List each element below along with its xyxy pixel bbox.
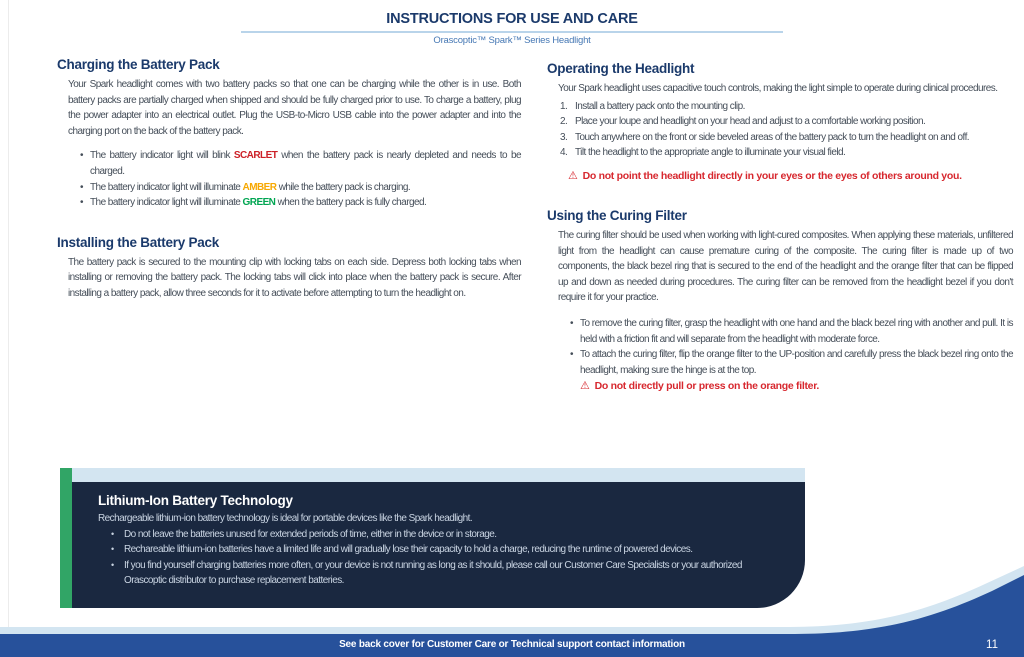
bullet-text: when the battery pack is fully charged.	[275, 197, 427, 209]
right-column	[547, 61, 1013, 394]
bullet-text: when the battery pack is nearly depleted and needs to be charged.	[90, 150, 522, 177]
battery-bullet-storage: • Do not leave the batteries unused for extended periods of time, either in the device or in storage.	[124, 527, 775, 543]
battery-bullet-replacement: • If you find yourself charging batteries more often, or your device is not running as long as it should, please call our Customer Care Specialists or your authorized Orascoptic distributor to purchase replacement batteries.	[124, 558, 775, 589]
bullet-text: The battery indicator light will illuminate	[90, 197, 243, 209]
light-blue-strip	[72, 468, 805, 482]
battery-bullet-lifespan: • Rechareable lithium-ion batteries have a limited life and will gradually lose their capacity to hold a charge, reducing the runtime of powered devices.	[124, 542, 775, 558]
curing-bullet-list	[547, 316, 1013, 378]
step-text: Place your loupe and headlight on your head and adjust to a comfortable working position.	[575, 116, 926, 128]
section-heading-installing: Installing the Battery Pack	[57, 234, 220, 250]
step-number: 2.	[560, 116, 568, 128]
scarlet-keyword: SCARLET	[233, 150, 278, 162]
battery-box-intro: Rechargeable lithium-ion battery technology is ideal for portable devices like the Spark headlight.	[98, 513, 473, 524]
step-3	[560, 130, 1013, 146]
warning-icon: ⚠	[568, 169, 578, 182]
installing-paragraph: The battery pack is secured to the mounting clip with locking tabs on each side. Depress both locking tabs when installing or removing the battery pack. The locking tabs will click into place when the battery pack is secure. After installing a battery pack, allow three seconds for it to activate before attempting to turn the headlight on.	[68, 256, 521, 299]
page-subtitle: Orascoptic™ Spark™ Series Headlight	[433, 35, 591, 46]
page-title: INSTRUCTIONS FOR USE AND CARE	[386, 11, 638, 27]
step-1	[560, 99, 1013, 115]
page-header	[0, 11, 1024, 46]
section-heading-operating: Operating the Headlight	[547, 61, 695, 76]
bullet-text: The battery indicator light will blink	[90, 150, 234, 162]
curing-paragraph: The curing filter should be used when working with light-cured composites. When applying these materials, unfiltered light from the headlight can cause premature curing of the composite. The curing filter is made up of two components, the black bezel ring that is secured to the end of the headlight and the orange filter that can be flipped up and down as needed during procedures. The curing filter can be removed from the headlight bezel if you don't require it for your practice.	[558, 229, 1013, 304]
page-number: 11	[986, 639, 998, 651]
warning-text: Do not directly pull or press on the orange filter.	[594, 380, 820, 393]
curing-bullet-remove: • To remove the curing filter, grasp the headlight with one hand and the black bezel ring with another and pull. It is held with a friction fit and will separate from the headlight with moderate force.	[580, 316, 1013, 347]
operating-steps	[560, 99, 1013, 161]
operating-paragraph: Your Spark headlight uses capacitive touch controls, making the light simple to operate during clinical procedures.	[558, 83, 998, 94]
eye-safety-warning	[568, 169, 1013, 184]
title-divider	[241, 31, 783, 33]
step-number: 4.	[560, 147, 568, 159]
amber-keyword: AMBER	[242, 181, 277, 193]
page-edge-line	[8, 0, 9, 636]
charging-bullet-scarlet	[90, 148, 521, 179]
charging-paragraph: Your Spark headlight comes with two battery packs so that one can be charging while the other is in use. Both battery packs are partially charged when shipped and should be fully charged prior to use. To charge a battery, plug the power adapter into an electrical outlet. Plug the USB-to-Micro USB cable into the power adapter and into the charging port on the back of the battery pack.	[68, 79, 521, 137]
step-number: 1.	[560, 100, 568, 112]
bullet-text: The battery indicator light will illuminate	[90, 181, 243, 193]
step-4	[560, 145, 1013, 161]
curing-bullet-attach: • To attach the curing filter, flip the orange filter to the UP-position and carefully press the black bezel ring onto the headlight, making sure the hinge is at the top.	[580, 347, 1013, 378]
section-heading-curing: Using the Curing Filter	[547, 207, 687, 223]
step-text: Tilt the headlight to the appropriate angle to illuminate your visual field.	[575, 147, 846, 159]
step-text: Install a battery pack onto the mounting clip.	[575, 100, 745, 112]
orange-filter-warning	[580, 379, 1013, 394]
section-heading-charging: Charging the Battery Pack	[57, 57, 220, 72]
battery-box-heading: Lithium-Ion Battery Technology	[98, 493, 293, 508]
step-text: Touch anywhere on the front or side beveled areas of the battery pack to turn the headlight on and off.	[575, 131, 970, 143]
charging-bullet-amber	[90, 180, 521, 196]
charging-bullet-list	[57, 148, 521, 210]
charging-bullet-green	[90, 195, 521, 211]
step-number: 3.	[560, 131, 568, 143]
green-keyword: GREEN	[242, 197, 276, 209]
warning-text: Do not point the headlight directly in your eyes or the eyes of others around you.	[582, 169, 962, 182]
step-2	[560, 114, 1013, 130]
footer-note: See back cover for Customer Care or Technical support contact information	[339, 639, 685, 650]
left-column	[57, 57, 521, 302]
bullet-text: while the battery pack is charging.	[276, 181, 411, 193]
warning-icon: ⚠	[580, 380, 590, 393]
